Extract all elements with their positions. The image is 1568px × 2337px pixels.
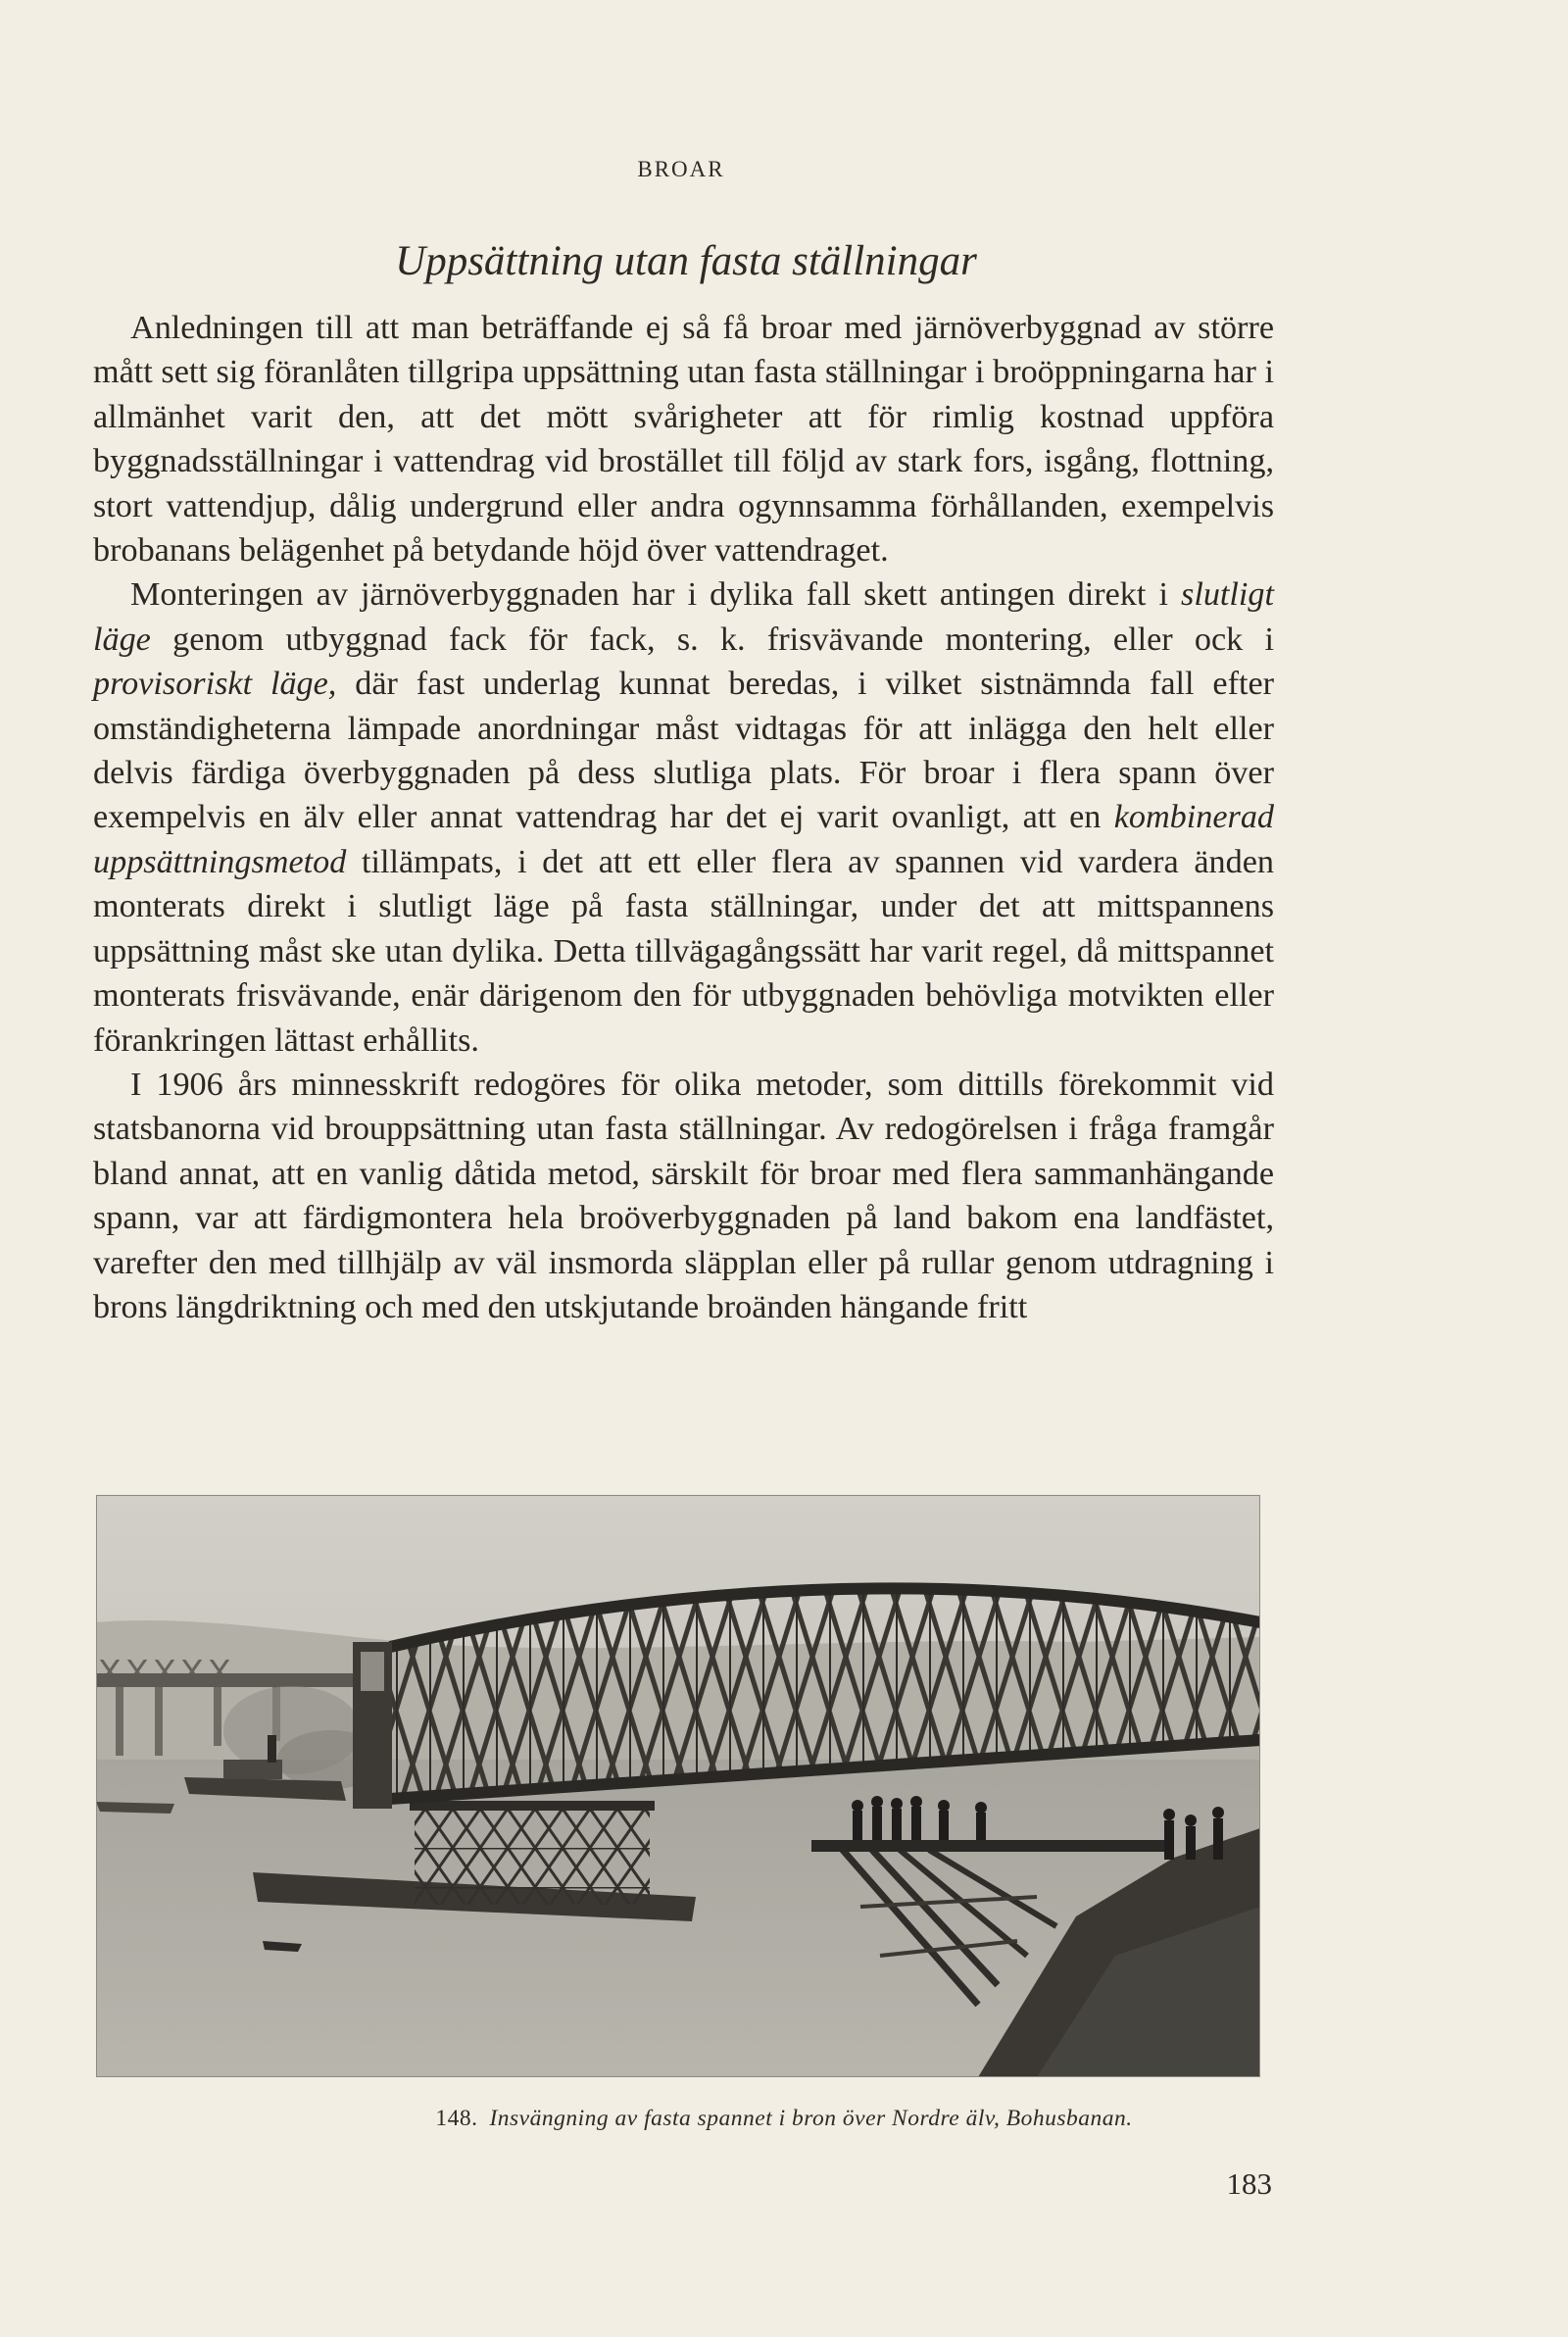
term-kombinerad-metod: kombinerad uppsättningsmetod (93, 799, 1275, 880)
figure-caption-text: Insvängning av fasta spannet i bron över Nordre älv, Bohusbanan. (489, 2106, 1133, 2131)
work-platform (811, 1840, 1164, 1852)
scaffold-tower (415, 1807, 650, 1905)
paragraph-3: I 1906 års minnesskrift redogöres för olika metoder, som dittills förekommit vid statsbanorna vid brouppsättning utan fasta ställningar. Av redogörelsen i fråga framgår bland annat, att en vanlig dåtida metod, särskilt för broar med flera sammanhängande spann, var att färdigmontera hela broöverbyggnaden på land bakom ena landfästet, varefter den med tillhjälp av väl insmorda släpplan eller på rullar genom utdragning i brons längdriktning och med den utskjutande broänden hängande fritt (93, 1066, 1274, 1325)
boat-left (96, 1802, 174, 1814)
term-provisoriskt-lage: provisoriskt läge, (93, 666, 337, 703)
paragraph-2-text-g: tillämpats, i det att ett eller flera av spannen vid vardera änden monterats direkt i slutligt läge på fasta ställningar, under det att mittspannens uppsättning måst ske utan dylika. Detta tillvägagångssätt har varit regel, då mittspannet monterats frisvävande, enär därigenom den för utbyggnaden behövliga motvikten eller förankringen lättast erhållits. (93, 843, 1275, 1059)
body-text (93, 306, 1274, 1329)
bridge-photograph (96, 1495, 1260, 2077)
paragraph-2-text-c: genom utbyggnad fack för fack, s. k. frisvävande montering, eller ock i (172, 621, 1275, 658)
paragraph-2-text-e: där fast underlag kunnat beredas, i vilket sistnämnda fall efter omständigheterna lämpade anordningar måst vidtagas för att inlägga den helt eller delvis färdiga överbyggnaden på dess slutliga plats. För broar i flera spann över exempelvis en älv eller annat vattendrag har det ej varit ovanligt, att en (93, 666, 1275, 836)
figure-number: 148. (435, 2106, 478, 2131)
figure-caption (0, 2106, 1568, 2132)
term-slutligt-lage: slutligt läge (93, 576, 1274, 658)
running-head: BROAR (637, 157, 725, 181)
paragraph-1: Anledningen till att man beträffande ej så få broar med järnöverbyggnad av större mått sett sig föranlåten tillgripa uppsättning utan fasta ställningar i broöppningarna har i allmänhet varit den, att det mött svårigheter att för rimlig kostnad uppföra byggnadsställningar i vattendrag vid brostället till följd av stark fors, isgång, flottning, stort vattendjup, dålig undergrund eller andra ogynnsamma förhållanden, exempelvis brobanans belägenhet på betydande höjd över vattendraget. (93, 310, 1274, 570)
paragraph-2 (93, 572, 1274, 1062)
page-number: 183 (1226, 2166, 1272, 2201)
section-title: Uppsättning utan fasta ställningar (395, 238, 977, 284)
paragraph-2-text-a: Monteringen av järnöverbyggnaden har i dylika fall skett antingen direkt i (130, 576, 1168, 614)
